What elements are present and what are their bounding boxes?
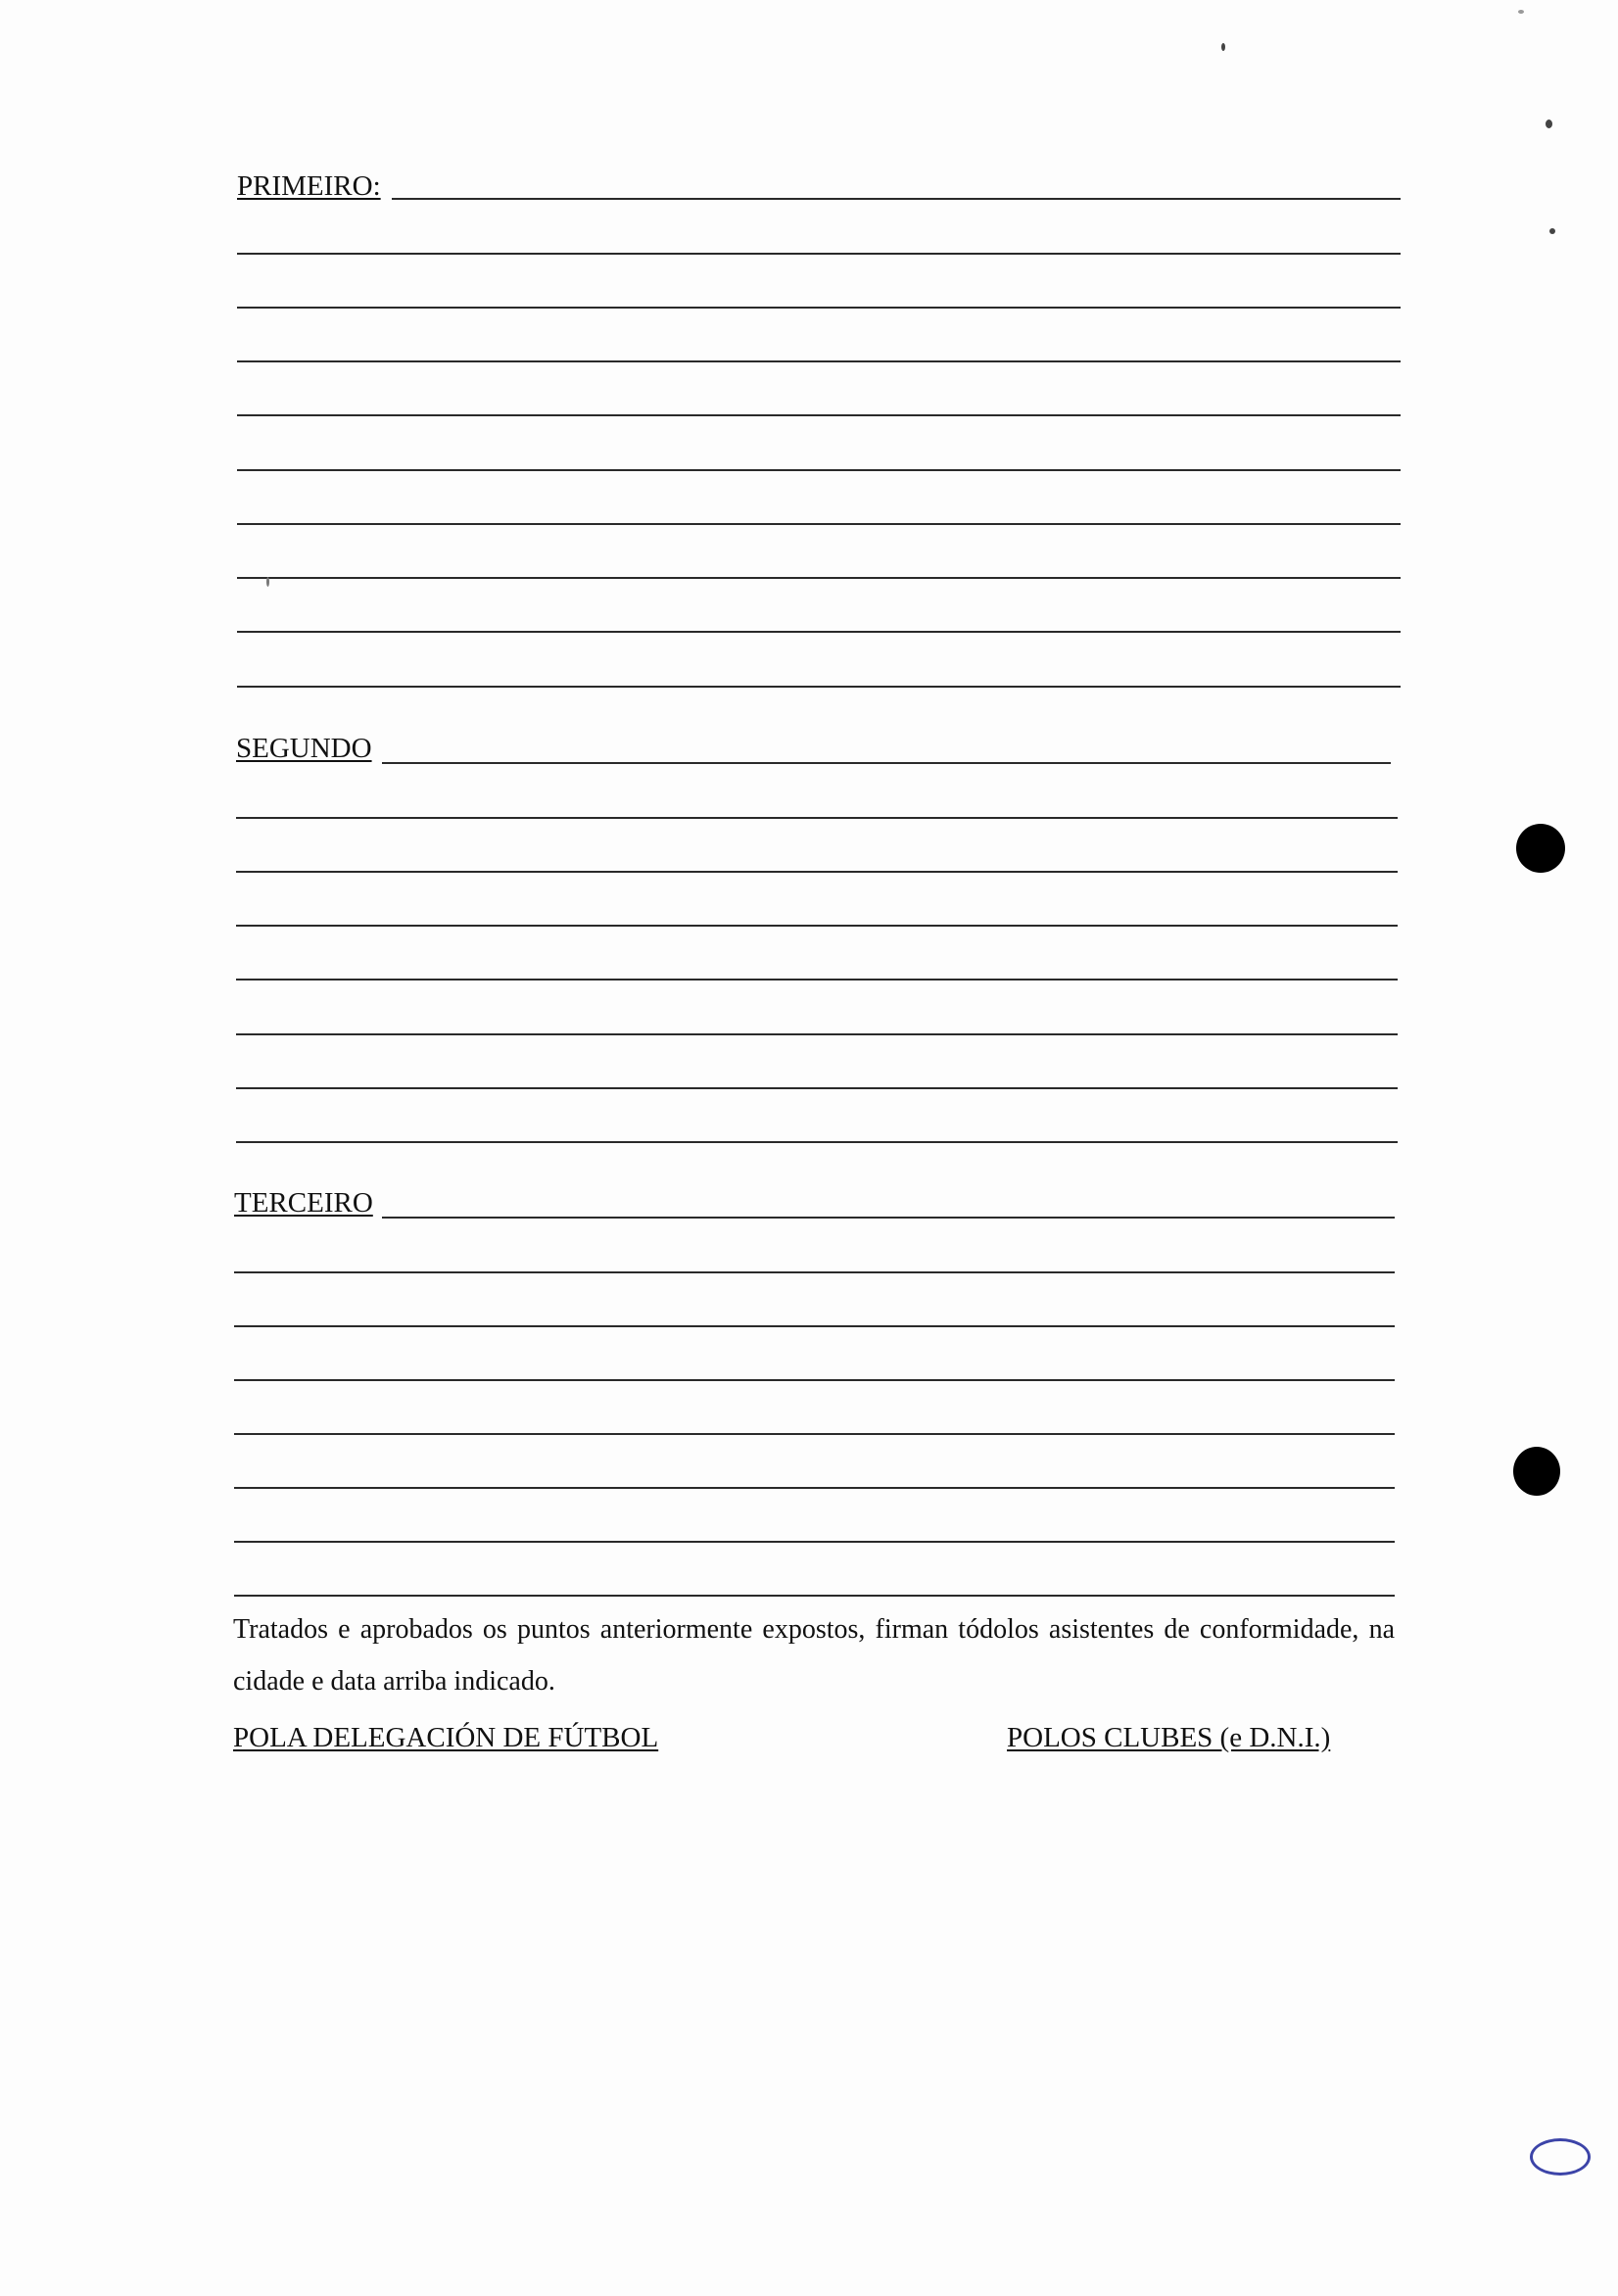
signature-label-clubs: POLOS CLUBES (e D.N.I.) <box>1007 1722 1331 1753</box>
write-line <box>236 1033 1398 1035</box>
write-line <box>382 762 1391 764</box>
write-line <box>234 1325 1395 1327</box>
punch-hole-upper <box>1516 824 1565 873</box>
signature-label-delegation: POLA DELEGACIÓN DE FÚTBOL <box>233 1722 659 1753</box>
write-line <box>234 1271 1395 1273</box>
write-line <box>237 307 1401 309</box>
write-line <box>236 1087 1398 1089</box>
write-line <box>236 925 1398 927</box>
scan-speck <box>1221 43 1225 51</box>
write-line <box>237 523 1401 525</box>
section-label-segundo: SEGUNDO <box>236 733 372 764</box>
write-line <box>234 1379 1395 1381</box>
write-line <box>382 1217 1395 1219</box>
write-line <box>236 817 1398 819</box>
write-line <box>237 686 1401 688</box>
write-line <box>234 1433 1395 1435</box>
write-line <box>234 1595 1395 1597</box>
scan-speck <box>1546 120 1552 128</box>
write-line <box>237 414 1401 416</box>
write-line <box>237 469 1401 471</box>
punch-hole-lower <box>1513 1447 1560 1496</box>
write-line <box>237 577 1401 579</box>
write-line <box>236 1141 1398 1143</box>
write-line <box>237 360 1401 362</box>
write-line <box>236 871 1398 873</box>
scan-speck <box>266 577 269 587</box>
stamp-mark-icon <box>1530 2138 1591 2176</box>
scan-speck <box>1518 10 1524 14</box>
write-line <box>234 1487 1395 1489</box>
write-line <box>237 631 1401 633</box>
write-line <box>236 979 1398 981</box>
scan-speck <box>1549 228 1555 234</box>
section-label-terceiro: TERCEIRO <box>234 1187 373 1219</box>
closing-paragraph: Tratados e aprobados os puntos anteriormente expostos, firman tódolos asistentes de conformidade, na cidade e data arriba indicado. <box>233 1614 1395 1697</box>
write-line <box>392 198 1401 200</box>
write-line <box>237 253 1401 255</box>
write-line <box>234 1541 1395 1543</box>
section-label-primeiro: PRIMEIRO: <box>237 170 381 202</box>
